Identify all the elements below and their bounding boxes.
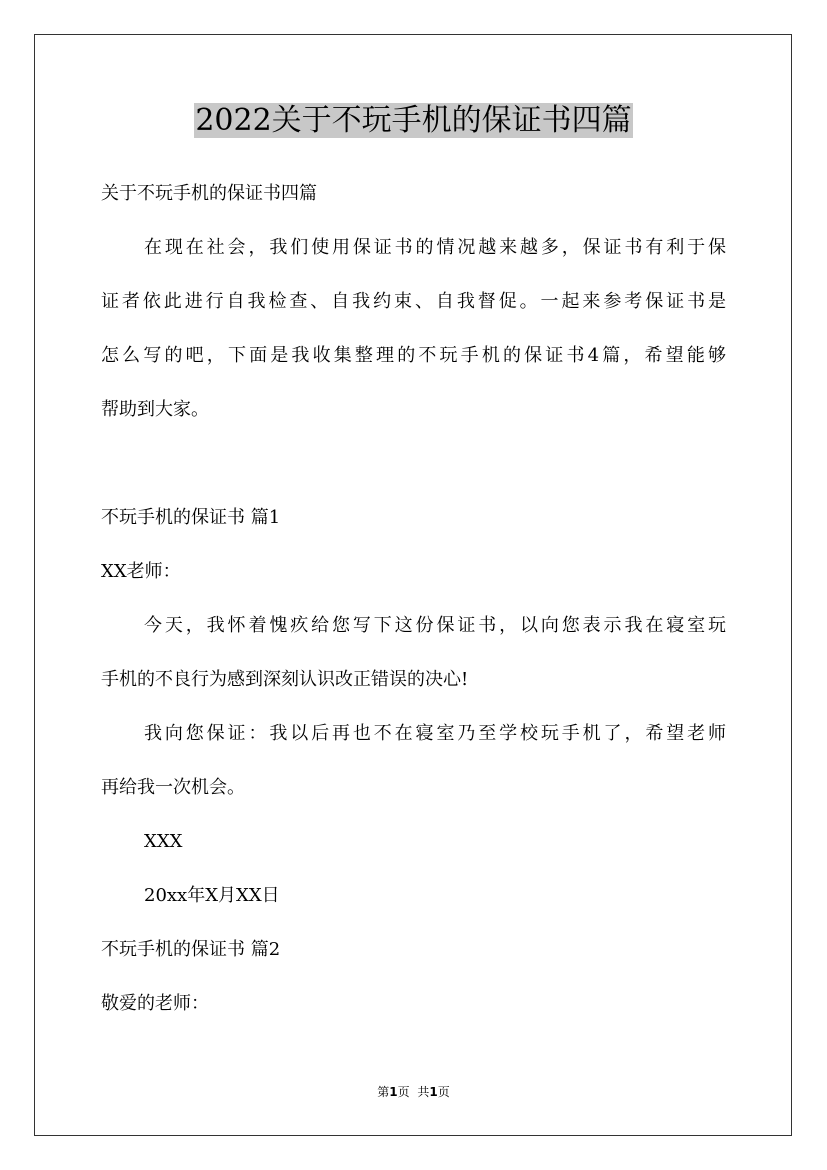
body-paragraph-2-line-2: 再给我一次机会。: [101, 777, 245, 798]
document-title-text: 2022关于不玩手机的保证书四篇: [195, 103, 632, 138]
body-paragraph-1-line-1: 今天，我怀着愧疚给您写下这份保证书，以向您表示我在寝室玩: [144, 615, 726, 636]
intro-paragraph-line-1: 在现在社会，我们使用保证书的情况越来越多，保证书有利于保: [144, 237, 726, 258]
body-paragraph-2-line-1: 我向您保证：我以后再也不在寝室乃至学校玩手机了，希望老师: [144, 723, 726, 744]
footer-page-number: 1: [389, 1085, 398, 1099]
signature-name: XXX: [144, 831, 183, 852]
intro-paragraph-line-3: 怎么写的吧，下面是我收集整理的不玩手机的保证书4篇，希望能够: [101, 345, 726, 366]
footer-page-suffix: 页: [397, 1085, 410, 1099]
intro-paragraph-line-4: 帮助到大家。: [101, 399, 209, 420]
section-heading-2: 不玩手机的保证书 篇2: [101, 939, 281, 960]
salutation-2: 敬爱的老师：: [101, 993, 209, 1014]
subtitle-line: 关于不玩手机的保证书四篇: [101, 183, 317, 204]
footer-total-suffix: 页: [437, 1085, 450, 1099]
body-paragraph-1-line-2: 手机的不良行为感到深刻认识改正错误的决心!: [101, 669, 469, 690]
footer-page-prefix: 第: [377, 1085, 390, 1099]
document-title: [0, 100, 827, 142]
section-heading-1: 不玩手机的保证书 篇1: [101, 507, 281, 528]
page-footer: [0, 1084, 827, 1100]
intro-paragraph-line-2: 证者依此进行自我检查、自我约束、自我督促。一起来参考保证书是: [101, 291, 726, 312]
footer-total-number: 1: [429, 1085, 438, 1099]
signature-date: 20xx年X月XX日: [144, 885, 280, 906]
salutation-1: XX老师：: [101, 561, 181, 582]
footer-total-prefix: 共: [417, 1085, 430, 1099]
